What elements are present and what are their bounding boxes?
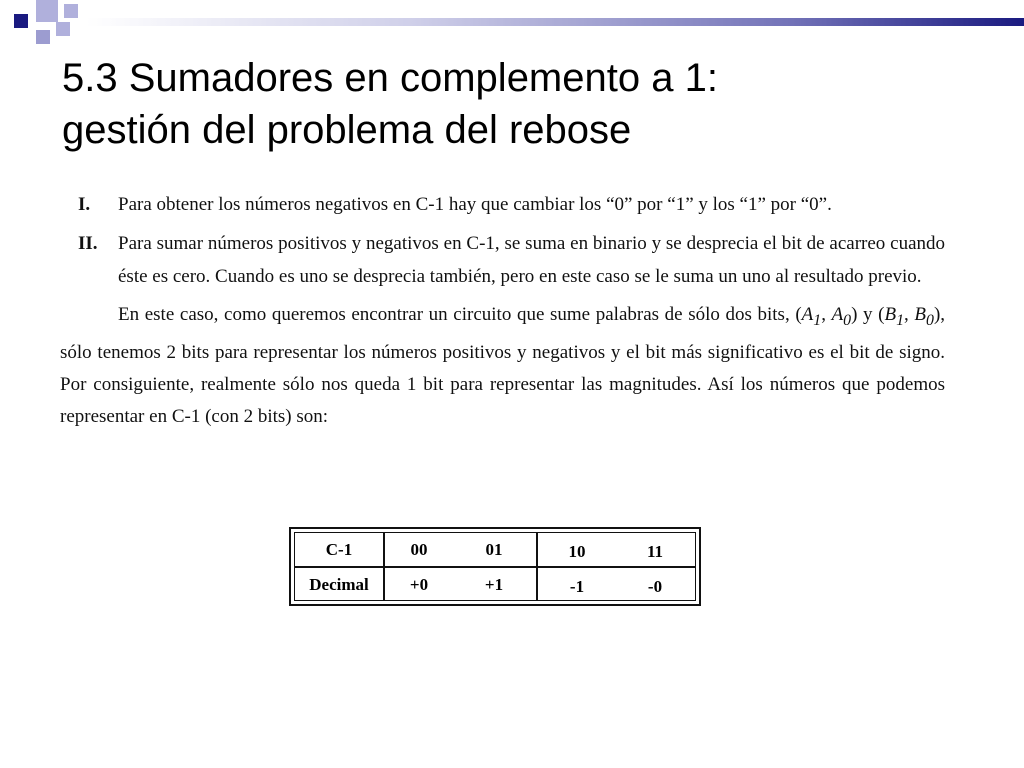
table-cell: +0 (409, 575, 429, 594)
paragraph-text: ), sólo tenemos 2 bits para representar los números positivos y negativos y el bit más significativo es el bit de signo. Por consiguiente, realmente sólo nos queda 1 bit para representar las magnitudes. Así los números que podemos representar en C-1 (con 2 bits) son: (60, 304, 946, 427)
table-cell: -1 (569, 577, 585, 596)
slide-title-line-2: gestión del problema del rebose (62, 108, 632, 152)
paragraph-text: ) y ( (851, 304, 885, 325)
list-item-text: Para obtener los números negativos en C-1 hay que cambiar los “0” por “1” y los “1” por “0”. (118, 194, 832, 215)
table-col-divider (536, 532, 538, 601)
table-col-divider (383, 532, 385, 601)
table-cell: +1 (484, 575, 504, 594)
subscript: 1 (896, 311, 905, 329)
header-gradient-bar (86, 18, 1024, 26)
paragraph-text: En este caso, como queremos encontrar un circuito que sume palabras de sólo dos bits, ( (118, 304, 802, 325)
variable-b1: B (884, 304, 897, 325)
list-item (60, 188, 945, 221)
table-row-divider (294, 566, 696, 568)
corner-square-lavender (36, 30, 50, 44)
table-cell: 00 (410, 540, 428, 559)
scanned-text-block (60, 188, 945, 433)
variable-a1: A (801, 304, 814, 325)
variable-b0: B (914, 304, 927, 325)
c1-table (289, 527, 701, 606)
table-cell: 01 (485, 540, 503, 559)
subscript: 0 (926, 311, 934, 329)
list-item-number: II. (78, 233, 98, 254)
paragraph-text: , (904, 304, 915, 325)
table-header-cell: C-1 (325, 540, 353, 559)
paragraph-text: , (821, 304, 832, 325)
subscript: 1 (813, 311, 822, 329)
corner-square-lavender (64, 4, 78, 18)
body-paragraph (60, 299, 945, 433)
slide-title-line-1: 5.3 Sumadores en complemento a 1: (62, 56, 718, 100)
table-cell: -0 (647, 577, 663, 596)
corner-square-lavender (56, 22, 70, 36)
table-cell: 10 (568, 542, 586, 561)
table-header-cell: Decimal (309, 575, 369, 594)
slide-title (62, 52, 962, 156)
table-cell: 11 (646, 542, 664, 561)
list-item (60, 227, 945, 293)
corner-square-navy (14, 14, 28, 28)
variable-a0: A (831, 304, 844, 325)
corner-square-lavender (36, 0, 58, 22)
subscript: 0 (843, 311, 852, 329)
list-item-number: I. (78, 194, 91, 215)
list-item-text: Para sumar números positivos y negativos en C-1, se suma en binario y se desprecia el bit de acarreo cuando éste es cero. Cuando es uno se desprecia también, pero en este caso se le suma un uno al resultado previo. (118, 233, 945, 287)
